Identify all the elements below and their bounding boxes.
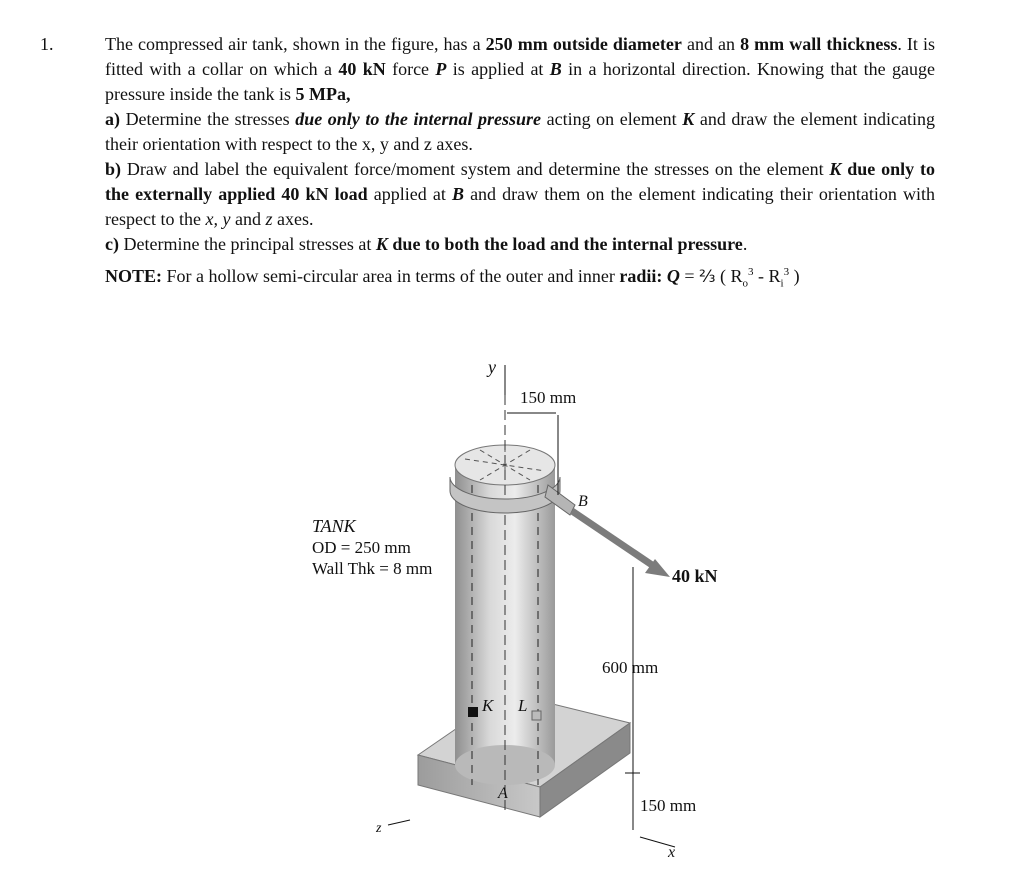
part-a: a) Determine the stresses due only to the internal pressure acting on element K and draw the element indicating their orientation with respect to the x, y and z axes.: [105, 109, 935, 154]
dim-bottom-label: 150 mm: [640, 796, 697, 815]
point-k-label: K: [482, 696, 494, 715]
note: NOTE: For a hollow semi-circular area in terms of the outer and inner radii: Q = ⅔ ( $R_o^3 - R_i^3$ ): [105, 266, 800, 290]
z-axis-line: [388, 820, 410, 825]
part-b: b) Draw and label the equivalent force/moment system and determine the stresses on the element K due only to the externally applied 40 kN load applied at B and draw them on the element indicating their orientation with respect to the x, y and z axes.: [105, 159, 935, 229]
y-axis-label: y: [488, 357, 496, 377]
element-l-marker: [532, 711, 541, 720]
point-a-label: A: [498, 785, 508, 802]
x-axis-label: x: [668, 844, 676, 861]
question-number: 1.: [40, 34, 54, 54]
force-line: [572, 511, 655, 567]
tank-wall: Wall Thk = 8 mm: [312, 559, 433, 578]
element-k-marker: [468, 707, 478, 717]
point-l-label: L: [518, 696, 528, 715]
tank-diagram: [300, 355, 740, 865]
tank-figure: [300, 355, 740, 865]
part-c: c) Determine the principal stresses at K due to both the load and the internal pressure.: [105, 234, 748, 254]
intro-paragraph: The compressed air tank, shown in the figure, has a 250 mm outside diameter and an 8 mm wall thickness. It is fitted with a collar on which a 40 kN force P is applied at B in a horizontal direction. Knowing that the gauge pressure inside the tank is 5 MPa,: [105, 34, 935, 104]
z-axis-label: z: [376, 821, 382, 836]
dim-mid-label: 600 mm: [602, 658, 659, 677]
load-label: 40 kN: [672, 566, 718, 586]
tank-title: TANK: [312, 516, 356, 536]
question-text: [105, 32, 935, 290]
tank-od: OD = 250 mm: [312, 538, 411, 557]
dim-top-label: 150 mm: [520, 388, 577, 407]
point-b-label: B: [578, 493, 588, 510]
